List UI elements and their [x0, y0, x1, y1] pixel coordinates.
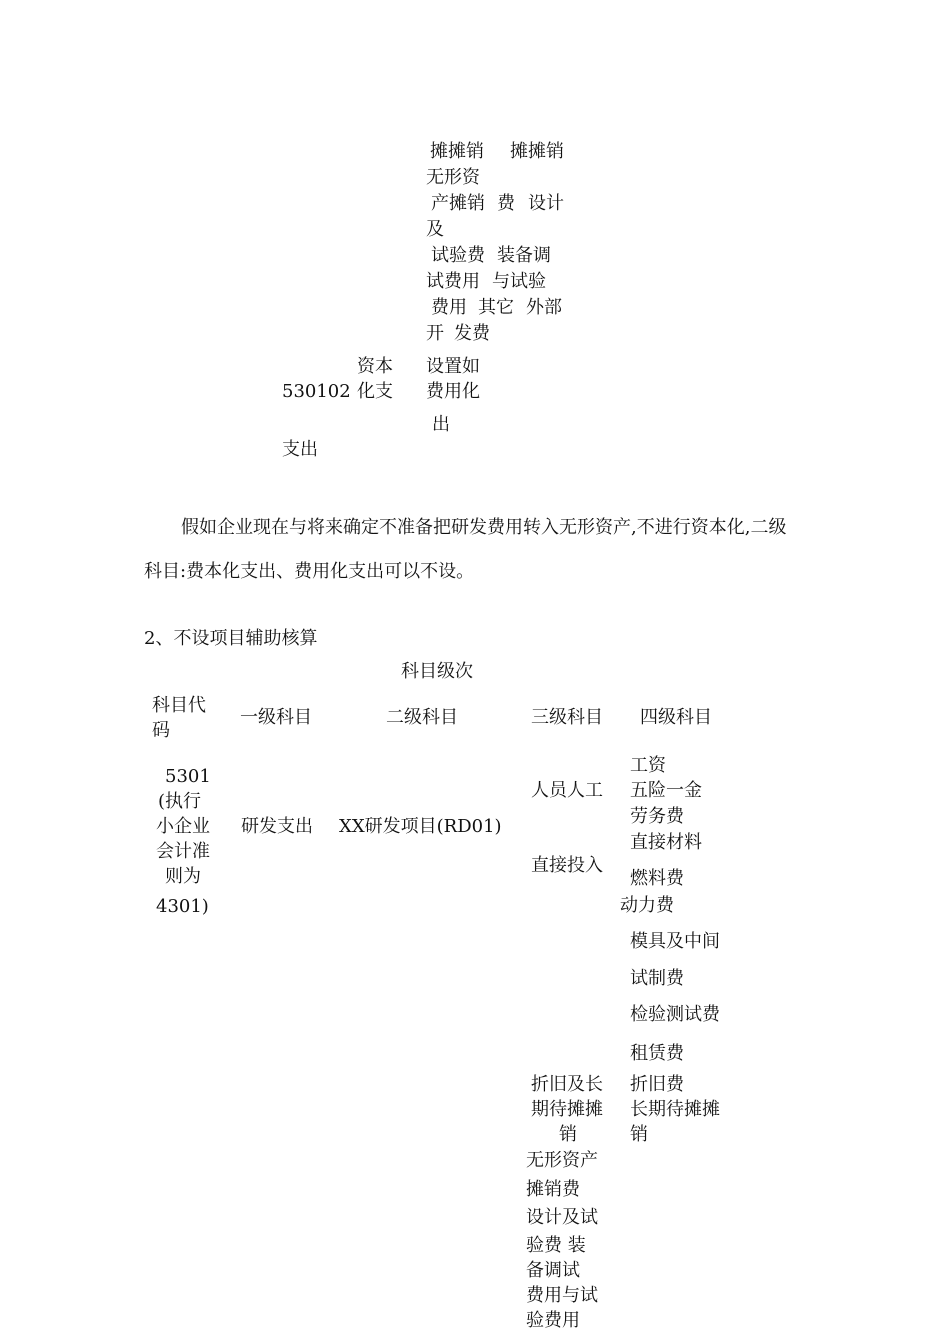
fragment-cell: 开: [426, 323, 444, 344]
level3-cell: 设计及试: [526, 1207, 598, 1228]
level1-cell: 研发支出: [241, 816, 313, 837]
level4-cell: 长期待摊摊: [630, 1099, 720, 1120]
fragment-cell: 与试验: [492, 271, 546, 292]
level4-cell: 试制费: [630, 968, 684, 989]
fragment-cell: 发费: [454, 323, 490, 344]
header-level2: 二级科目: [386, 707, 458, 728]
level4-cell: 检验测试费: [630, 1004, 720, 1025]
level3-cell: 期待摊摊: [531, 1099, 603, 1120]
table-caption: 科目级次: [401, 661, 473, 682]
level3-cell: 备调试: [526, 1260, 580, 1281]
level3-cell: 无形资产: [526, 1150, 598, 1171]
level4-cell: 燃料费: [630, 868, 684, 889]
level4-cell: 劳务费: [630, 806, 684, 827]
fragment-cell: 无形资: [426, 167, 480, 188]
level3-cell: 验费用: [526, 1310, 580, 1331]
header-level1: 一级科目: [240, 707, 312, 728]
level3-cell: 验费 装: [526, 1235, 586, 1256]
level3-cell: 销: [559, 1124, 577, 1145]
fragment-level3: 设置如: [426, 356, 480, 377]
level4-cell: 模具及中间: [630, 931, 720, 952]
fragment-cell: 及: [426, 219, 444, 240]
header-code: 码: [152, 720, 170, 741]
fragment-code: 530102: [282, 381, 351, 402]
fragment-cell: 设计: [528, 193, 564, 214]
code-cell: 小企业: [156, 816, 210, 837]
code-cell: 4301): [156, 896, 209, 917]
fragment-cell: 产摊销: [431, 193, 485, 214]
fragment-trailing: 支出: [282, 439, 318, 460]
fragment-cell: 摊摊销: [510, 141, 564, 162]
code-cell: 5301: [165, 766, 211, 787]
body-paragraph: 假如企业现在与将来确定不准备把研发费用转入无形资产,不进行资本化,二级科目:费本化支出、费用化支出可以不设。: [144, 517, 787, 582]
fragment-cell: 装备调: [497, 245, 551, 266]
fragment-level3: 费用化: [426, 381, 480, 402]
level4-cell: 直接材料: [630, 832, 702, 853]
code-cell: 会计准: [156, 841, 210, 862]
fragment-cell: 试费用: [426, 271, 480, 292]
level4-cell: 折旧费: [630, 1074, 684, 1095]
level4-cell: 租赁费: [630, 1043, 684, 1064]
fragment-cell: 外部: [526, 297, 562, 318]
level2-cell: XX研发项目(RD01): [339, 816, 502, 837]
code-cell: 则为: [165, 866, 201, 887]
level4-cell: 动力费: [620, 895, 674, 916]
level3-cell: 折旧及长: [531, 1074, 603, 1095]
fragment-level2: 资本: [357, 356, 393, 377]
fragment-cell: 试验费: [431, 245, 485, 266]
level4-cell: 销: [630, 1124, 648, 1145]
fragment-cell: 费: [497, 193, 515, 214]
level4-cell: 工资: [630, 755, 666, 776]
fragment-cell: 其它: [478, 297, 514, 318]
header-level3: 三级科目: [531, 707, 603, 728]
fragment-cell: 费用: [431, 297, 467, 318]
fragment-level3: 出: [432, 414, 450, 435]
header-code: 科目代: [152, 695, 206, 716]
level3-cell: 直接投入: [531, 855, 603, 876]
level3-cell: 费用与试: [526, 1285, 598, 1306]
fragment-cell: 摊摊销: [430, 141, 484, 162]
level4-cell: 五险一金: [630, 780, 702, 801]
section-heading: 2、不设项目辅助核算: [144, 628, 318, 649]
level3-cell: 人员人工: [531, 780, 603, 801]
header-level4: 四级科目: [640, 707, 712, 728]
level3-cell: 摊销费: [526, 1179, 580, 1200]
fragment-level2: 化支: [357, 381, 393, 402]
code-cell: (执行: [158, 791, 202, 812]
